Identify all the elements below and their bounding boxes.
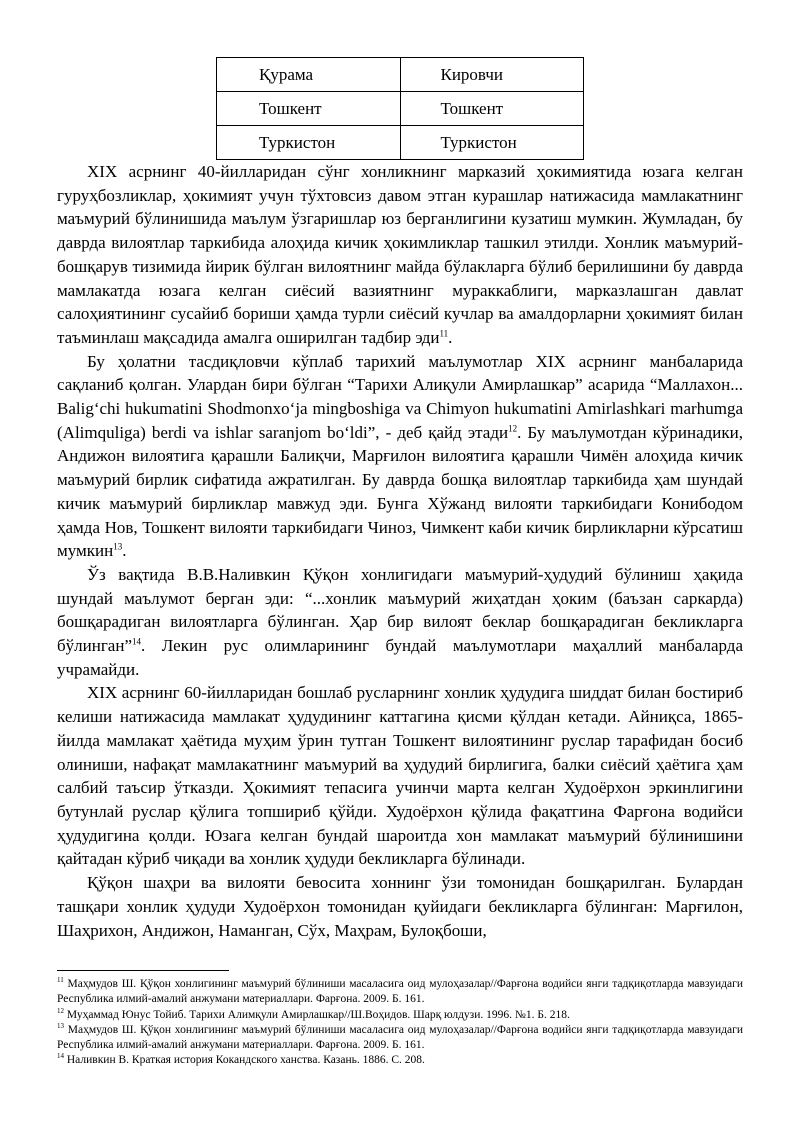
footnote xyxy=(57,1008,743,1023)
table-cell: Қурама xyxy=(217,58,401,92)
footnote xyxy=(57,977,743,1008)
table-cell: Кировчи xyxy=(400,58,584,92)
paragraph-5 xyxy=(57,871,743,942)
paragraph-end: . xyxy=(122,541,127,561)
footnote-text: Маҳмудов Ш. Қўқон хонлигининг маъмурий бўлиниши масаласига оид мулоҳазалар//Фарғона водийси янги тадқиқотларда мавзуидаги Республика илмий-амалий анжумани материаллари. Фарғона. 2009. Б. 161. xyxy=(57,978,743,1006)
footnote-ref[interactable]: 13 xyxy=(113,541,123,552)
table-row xyxy=(217,92,584,126)
footnote-divider xyxy=(57,970,229,971)
paragraph-2 xyxy=(57,350,743,563)
footnote-ref[interactable]: 12 xyxy=(508,423,518,434)
footnote-number: 14 xyxy=(57,1052,64,1061)
footnote-text: Наливкин В. Краткая история Кокандского ханства. Казань. 1886. С. 208. xyxy=(64,1054,425,1067)
footnote-ref[interactable]: 14 xyxy=(132,636,141,647)
paragraph-text: XIX асрнинг 60-йилларидан бошлаб русларнинг хонлик ҳудудига шиддат билан бостириб келиши натижасида мамлакат ҳудудининг каттагина қисми қўлдан кетади. Айниқса, 1865-йилда мамлакат ҳаётида муҳим ўрин тутган Тошкент вилоятининг руслар тарафидан босиб олиниши, нафақат мамлакатнинг маъмурий ва ҳудудий бирлигига, балки сиёсий ҳаётига ҳам салбий таъсир ўтказди. Ҳокимият тепасига учинчи марта келган Худоёрхон эркинлигини бутунлай руслар қўлига топшириб қўйди. Худоёрхон қўлида фақатгина Фарғона водийси ҳудудигина қолди. Юзага келган бундай шароитда хон мамлакат маъмурий бўлинишини қайтадан кўриб чиқади ва хонлик ҳудуди бекликларга бўлинади. xyxy=(57,683,743,869)
paragraph-text-tail: . Бу маълумотдан кўринадики, Андижон вилоятига қарашли Балиқчи, Марғилон вилоятига қарашли Чимён алоҳида кичик маъмурий бирлик сифатида ажратилган. Бу даврда бошқа вилоятлар таркибида ҳам шундай кичик маъмурий бирликлар мавжуд эди. Бунга Хўжанд вилояти таркибидаги Конибодом ҳамда Нов, Тошкент вилояти таркибидаги Чиноз, Чимкент каби кичик бирликларни кўрсатиш мумкин xyxy=(57,422,743,561)
footnote-text: Муҳаммад Юнус Тойиб. Тарихи Алимқули Амирлашкар//Ш.Воҳидов. Шарқ юлдузи. 1996. №1. Б. 218. xyxy=(64,1008,570,1021)
paragraph-text: Бу ҳолатни тасдиқловчи кўплаб тарихий маълумотлар XIX асрнинг манбаларида сақланиб қолган. Улардан бири бўлган “Тарихи Алиқули Амирлашкар” асарида “Маллахон... Baligʻchi hukumatini Shodmonxoʻja mingboshiga va Chimyon hukumatini Amirlashkari marhumga (Alimquliga) berdi va ishlar saranjom boʻldi”, - деб қайд этади xyxy=(57,351,743,442)
table-cell: Туркистон xyxy=(217,126,401,160)
footnote-number: 13 xyxy=(57,1022,64,1031)
footnotes xyxy=(57,977,743,1069)
paragraph-text-tail: . Лекин рус олимларининг бундай маълумотлари маҳаллий манбаларда учрамайди. xyxy=(57,636,743,679)
paragraph-4 xyxy=(57,681,743,871)
paragraph-1 xyxy=(57,160,743,350)
footnote-text: Маҳмудов Ш. Қўқон хонлигининг маъмурий бўлиниши масаласига оид мулоҳазалар//Фарғона водийси янги тадқиқотларда мавзуидаги Республика илмий-амалий анжумани материаллари. Фарғона. 2009. Б. 161. xyxy=(57,1023,743,1052)
footnote xyxy=(57,1053,743,1068)
table-cell: Туркистон xyxy=(400,126,584,160)
table-row xyxy=(217,126,584,160)
footnote-number: 12 xyxy=(57,1006,64,1015)
paragraph-text: Қўқон шаҳри ва вилояти бевосита хоннинг ўзи томонидан бошқарилган. Булардан ташқари хонлик ҳудуди Худоёрхон томонидан қуйидаги бекликларга бўлинган: Марғилон, Шаҳрихон, Андижон, Наманган, Сўх, Маҳрам, Булоқбоши, xyxy=(57,873,743,940)
paragraph-3 xyxy=(57,563,743,682)
paragraph-text: XIX асрнинг 40-йилларидан сўнг хонликнинг марказий ҳокимиятида юзага келган гуруҳбозликлар, ҳокимият учун тўхтовсиз давом этган курашлар натижасида мамлакатнинг маъмурий бўлинишида маълум ўзгаришлар юз берганлигини кузатиш мумкин. Жумладан, бу даврда вилоятлар таркибида алоҳида кичик ҳокимликлар ташкил этилди. Хонлик маъмурий-бошқарув тизимида йирик бўлган вилоятнинг майда бўлакларга бўлиб берилишини бу даврда мамлакатда юзага келган сиёсий вазиятнинг мураккаблиги, марказлашган давлат салоҳиятининг сусайиб бориши ҳамда турли сиёсий кучлар ва амалдорларни ҳокимият билан таъминлаш мақсадида амалга оширилган тадбир эди xyxy=(57,162,743,347)
body-text xyxy=(57,160,743,942)
table-cell: Тошкент xyxy=(400,92,584,126)
paragraph-end: . xyxy=(448,327,453,347)
paragraph-text: Ўз вақтида В.В.Наливкин Қўқон хонлигидаги маъмурий-ҳудудий бўлиниш ҳақида шундай маълумот берган эди: “...хонлик маъмурий жиҳатдан ҳоким (баъзан саркарда) бошқарадиган вилоятларга бўлинган. Ҳар бир вилоят беклар бошқарадиган бекликларга бўлинган” xyxy=(57,564,743,656)
table-row xyxy=(217,58,584,92)
footnote-number: 11 xyxy=(57,976,64,985)
footnote-ref[interactable]: 11 xyxy=(439,328,449,339)
footnote xyxy=(57,1023,743,1054)
region-table xyxy=(216,57,584,160)
table-cell: Тошкент xyxy=(217,92,401,126)
